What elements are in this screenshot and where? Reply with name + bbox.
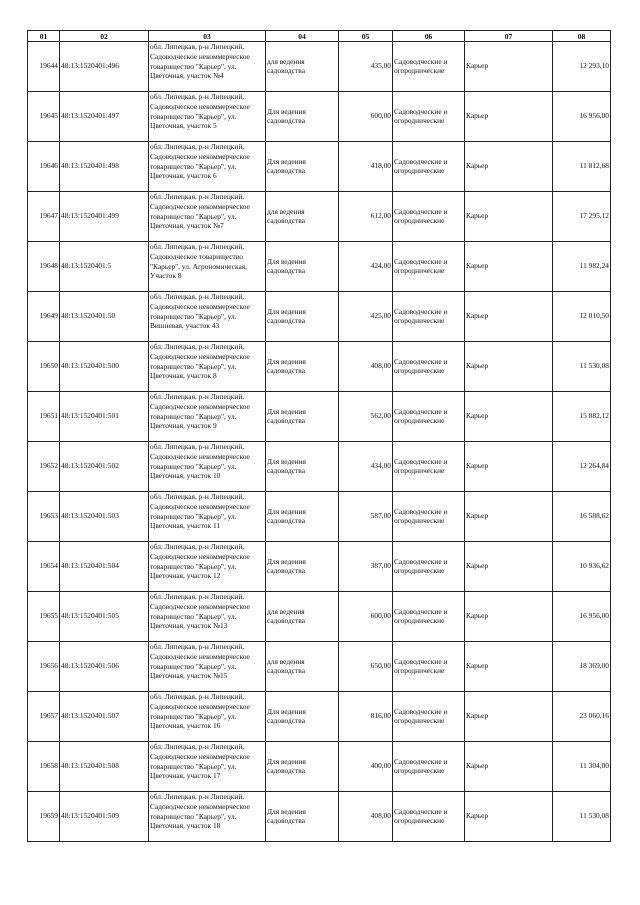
row-number-cell: 19657 [28,692,60,742]
address-text: обл. Липецкая, р-н Липецкий, Садоводческое некоммерческое товарищество "Карьер", ул. Цветочная, участок 6 [150,142,250,181]
area-value-cell: 650,00 [339,642,393,692]
address-text: обл. Липецкая, р-н Липецкий, Садоводческое некоммерческое товарищество "Карьер", ул. Цветочная, участок 16 [150,692,250,731]
land-category-cell: Садоводческие и огороднические [393,42,465,92]
settlement-name-cell: Карьер [465,792,553,842]
table-row [28,592,611,642]
address-cell [149,142,266,192]
area-value-cell: 600,00 [339,592,393,642]
land-category-cell: Садоводческие и огороднические [393,742,465,792]
cadastral-value-cell: 16 588,62 [553,492,611,542]
cadastral-value-cell: 16 956,00 [553,592,611,642]
settlement-name-cell: Карьер [465,642,553,692]
address-text: обл. Липецкая, р-н Липецкий, Садоводческое товарищество "Карьер", ул. Агрономическая, Участок 8 [150,242,248,281]
permitted-use-cell: для ведения садоводства [266,642,339,692]
cadastral-value-cell: 12 264,84 [553,442,611,492]
land-category-cell: Садоводческие и огороднические [393,792,465,842]
cadastral-number-cell: 48:13:1520401:501 [60,392,149,442]
settlement-name-cell: Карьер [465,742,553,792]
area-value-cell: 600,00 [339,92,393,142]
land-category-cell: Садоводческие и огороднические [393,492,465,542]
cadastral-value-cell: 18 369,00 [553,642,611,692]
area-value-cell: 425,00 [339,292,393,342]
land-category-cell: Садоводческие и огороднические [393,192,465,242]
cadastral-number-cell: 48:13:1520401:499 [60,192,149,242]
cadastral-number-cell: 48:13:1520401:5 [60,242,149,292]
land-category-cell: Садоводческие и огороднические [393,292,465,342]
table-row [28,492,611,542]
permitted-use-cell: Для ведения садоводства [266,492,339,542]
area-value-cell: 562,00 [339,392,393,442]
cadastral-number-cell: 48:13:1520401:500 [60,342,149,392]
cadastral-value-cell: 16 956,00 [553,92,611,142]
permitted-use-cell: для ведения садоводства [266,192,339,242]
cadastral-number-cell: 48:13:1520401:502 [60,442,149,492]
address-cell [149,342,266,392]
address-text: обл. Липецкая, р-н Липецкий, Садоводческое некоммерческое товарищество "Карьер", ул. Цветочная, участок №15 [150,642,250,681]
cadastral-value-cell: 17 295,12 [553,192,611,242]
area-value-cell: 612,00 [339,192,393,242]
land-register-table [27,30,611,842]
cadastral-value-cell: 11 530,08 [553,792,611,842]
area-value-cell: 408,00 [339,342,393,392]
row-number-cell: 19658 [28,742,60,792]
cadastral-number-cell: 48:13:1520401:508 [60,742,149,792]
land-category-cell: Садоводческие и огороднические [393,692,465,742]
cadastral-value-cell: 11 530,08 [553,342,611,392]
land-category-cell: Садоводческие и огороднические [393,592,465,642]
address-cell [149,592,266,642]
area-value-cell: 424,00 [339,242,393,292]
permitted-use-cell: для ведения садоводства [266,592,339,642]
table-row [28,742,611,792]
row-number-cell: 19648 [28,242,60,292]
address-text: обл. Липецкая, р-н Липецкий, Садоводческое некоммерческое товарищество "Карьер", ул. Цветочная, участок 9 [150,392,250,431]
area-value-cell: 434,00 [339,442,393,492]
address-cell [149,492,266,542]
row-number-cell: 19654 [28,542,60,592]
address-cell [149,542,266,592]
permitted-use-cell: Для ведения садоводства [266,542,339,592]
table-row [28,692,611,742]
row-number-cell: 19646 [28,142,60,192]
row-number-cell: 19651 [28,392,60,442]
table-row [28,92,611,142]
table-row [28,242,611,292]
address-cell [149,692,266,742]
settlement-name-cell: Карьер [465,342,553,392]
col-header-07: 07 [465,31,553,42]
land-category-cell: Садоводческие и огороднические [393,392,465,442]
cadastral-value-cell: 10 936,62 [553,542,611,592]
cadastral-value-cell: 12 010,50 [553,292,611,342]
row-number-cell: 19659 [28,792,60,842]
address-cell [149,392,266,442]
area-value-cell: 816,00 [339,692,393,742]
permitted-use-cell: Для ведения садоводства [266,692,339,742]
settlement-name-cell: Карьер [465,42,553,92]
settlement-name-cell: Карьер [465,92,553,142]
address-text: обл. Липецкая, р-н Липецкий, Садоводческое некоммерческое товарищество "Карьер", ул. Цветочная, участок 17 [150,742,250,781]
cadastral-value-cell: 23 060,16 [553,692,611,742]
address-cell [149,192,266,242]
col-header-05: 05 [339,31,393,42]
settlement-name-cell: Карьер [465,592,553,642]
area-value-cell: 435,00 [339,42,393,92]
land-category-cell: Садоводческие и огороднические [393,142,465,192]
cadastral-number-cell: 48:13:1520401:497 [60,92,149,142]
address-cell [149,792,266,842]
table-row [28,392,611,442]
settlement-name-cell: Карьер [465,292,553,342]
land-category-cell: Садоводческие и огороднические [393,92,465,142]
area-value-cell: 400,00 [339,742,393,792]
permitted-use-cell: Для ведения садоводства [266,742,339,792]
cadastral-number-cell: 48:13:1520401:496 [60,42,149,92]
area-value-cell: 587,00 [339,492,393,542]
permitted-use-cell: Для ведения садоводства [266,292,339,342]
address-cell [149,42,266,92]
address-text: обл. Липецкая, р-н Липецкий, Садоводческое некоммерческое товарищество "Карьер", ул. Вишневая, участок 43 [150,292,250,331]
row-number-cell: 19653 [28,492,60,542]
table-row [28,292,611,342]
row-number-cell: 19647 [28,192,60,242]
address-text: обл. Липецкая, р-н Липецкий, Садоводческое некоммерческое товарищество "Карьер", ул. Цветочная, участок №13 [150,592,250,631]
cadastral-number-cell: 48:13:1520401:498 [60,142,149,192]
address-text: обл. Липецкая, р-н Липецкий, Садоводческое некоммерческое товарищество "Карьер", ул. Цветочная, участок 12 [150,542,250,581]
land-category-cell: Садоводческие и огороднические [393,242,465,292]
land-category-cell: Садоводческие и огороднические [393,342,465,392]
cadastral-value-cell: 11 304,00 [553,742,611,792]
address-text: обл. Липецкая, р-н Липецкий, Садоводческое некоммерческое товарищество "Карьер", ул. Цветочная, участок 11 [150,492,250,531]
permitted-use-cell: Для ведения садоводства [266,92,339,142]
permitted-use-cell: Для ведения садоводства [266,342,339,392]
address-cell [149,242,266,292]
row-number-cell: 19650 [28,342,60,392]
address-cell [149,92,266,142]
cadastral-number-cell: 48:13:1520401:50 [60,292,149,342]
address-text: обл. Липецкая, р-н Липецкий, Садоводческое некоммерческое товарищество "Карьер", ул. Цветочная, участок 10 [150,442,250,481]
address-cell [149,292,266,342]
permitted-use-cell: для ведения садоводства [266,42,339,92]
cadastral-number-cell: 48:13:1520401:506 [60,642,149,692]
cadastral-number-cell: 48:13:1520401:505 [60,592,149,642]
col-header-03: 03 [149,31,266,42]
permitted-use-cell: Для ведения садоводства [266,792,339,842]
row-number-cell: 19649 [28,292,60,342]
address-text: обл. Липецкая, р-н Липецкий, Садоводческое некоммерческое товарищество "Карьер", ул. Цветочная, участок №4 [150,42,250,81]
land-category-cell: Садоводческие и огороднические [393,542,465,592]
settlement-name-cell: Карьер [465,492,553,542]
col-header-06: 06 [393,31,465,42]
table-row [28,642,611,692]
row-number-cell: 19644 [28,42,60,92]
col-header-08: 08 [553,31,611,42]
settlement-name-cell: Карьер [465,442,553,492]
row-number-cell: 19656 [28,642,60,692]
settlement-name-cell: Карьер [465,142,553,192]
permitted-use-cell: Для ведения садоводства [266,392,339,442]
settlement-name-cell: Карьер [465,692,553,742]
settlement-name-cell: Карьер [465,242,553,292]
settlement-name-cell: Карьер [465,392,553,442]
permitted-use-cell: Для ведения садоводства [266,442,339,492]
cadastral-number-cell: 48:13:1520401:503 [60,492,149,542]
col-header-02: 02 [60,31,149,42]
table-row [28,42,611,92]
row-number-cell: 19645 [28,92,60,142]
address-text: обл. Липецкая, р-н Липецкий, Садоводческое некоммерческое товарищество "Карьер", ул. Цветочная, участок №7 [150,192,250,231]
header-row [28,31,611,42]
address-text: обл. Липецкая, р-н Липецкий, Садоводческое некоммерческое товарищество "Карьер", ул. Цветочная, участок 18 [150,792,250,831]
table-row [28,342,611,392]
address-cell [149,442,266,492]
permitted-use-cell: Для ведения садоводства [266,242,339,292]
cadastral-value-cell: 11 982,24 [553,242,611,292]
cadastral-value-cell: 15 882,12 [553,392,611,442]
cadastral-value-cell: 11 812,68 [553,142,611,192]
cadastral-number-cell: 48:13:1520401:504 [60,542,149,592]
table-row [28,142,611,192]
row-number-cell: 19655 [28,592,60,642]
area-value-cell: 408,00 [339,792,393,842]
cadastral-number-cell: 48:13:1520401:509 [60,792,149,842]
col-header-01: 01 [28,31,60,42]
table-row [28,442,611,492]
address-text: обл. Липецкая, р-н Липецкий, Садоводческое некоммерческое товарищество "Карьер", ул. Цветочная, участок 8 [150,342,250,381]
permitted-use-cell: Для ведения садоводства [266,142,339,192]
settlement-name-cell: Карьер [465,542,553,592]
table-row [28,792,611,842]
area-value-cell: 418,00 [339,142,393,192]
address-cell [149,742,266,792]
land-category-cell: Садоводческие и огороднические [393,442,465,492]
row-number-cell: 19652 [28,442,60,492]
area-value-cell: 387,00 [339,542,393,592]
address-text: обл. Липецкая, р-н Липецкий, Садоводческое некоммерческое товарищество "Карьер", ул. Цветочная, участок 5 [150,92,250,131]
address-cell [149,642,266,692]
settlement-name-cell: Карьер [465,192,553,242]
table-row [28,542,611,592]
table-row [28,192,611,242]
col-header-04: 04 [266,31,339,42]
cadastral-number-cell: 48:13:1520401:507 [60,692,149,742]
land-category-cell: Садоводческие и огороднические [393,642,465,692]
cadastral-value-cell: 12 293,10 [553,42,611,92]
